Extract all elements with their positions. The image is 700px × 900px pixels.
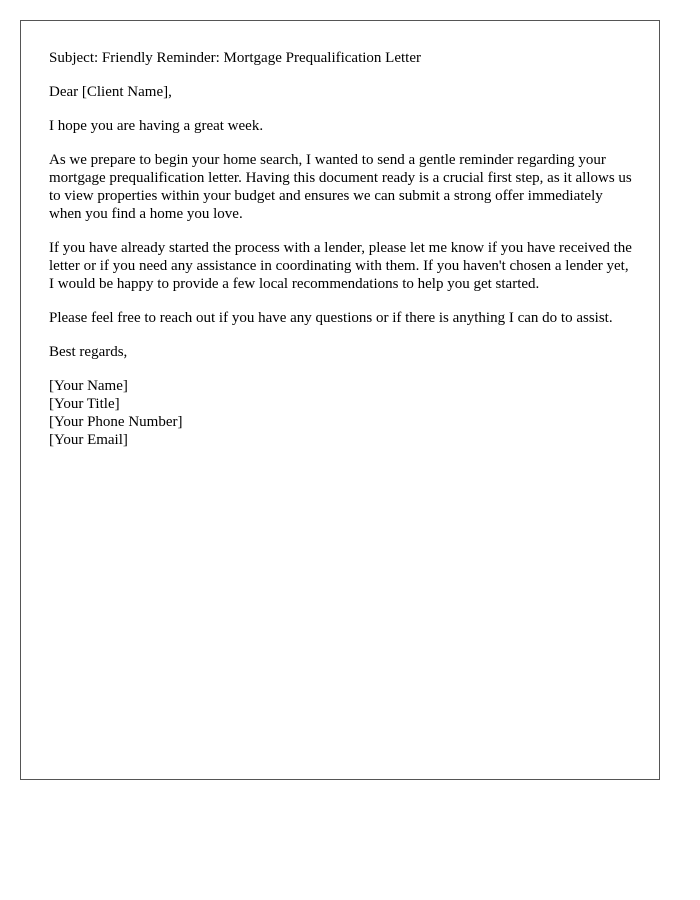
- letter-subject: Subject: Friendly Reminder: Mortgage Prequalification Letter: [49, 50, 421, 66]
- letter-signature-block: [49, 377, 635, 449]
- letter-paragraph-assist: Please feel free to reach out if you have any questions or if there is anything I can do to assist.: [49, 310, 613, 326]
- letter-paragraph-reminder: As we prepare to begin your home search, I wanted to send a gentle reminder regarding your mortgage prequalification letter. Having this document ready is a crucial first step, as it allows us to view properties within your budget and ensures we can submit a strong offer immediately when you find a home you love.: [49, 152, 632, 222]
- signature-name: [Your Name]: [49, 378, 128, 394]
- letter-paragraph-lender: If you have already started the process with a lender, please let me know if you have received the letter or if you need any assistance in coordinating with them. If you haven't chosen a lender yet, I would be happy to provide a few local recommendations to help you get started.: [49, 240, 632, 292]
- letter-paragraph-greeting: I hope you are having a great week.: [49, 118, 264, 134]
- signature-phone: [Your Phone Number]: [49, 414, 183, 430]
- signature-email: [Your Email]: [49, 432, 128, 448]
- letter-document: [20, 20, 660, 780]
- signature-title: [Your Title]: [49, 396, 120, 412]
- letter-closing: Best regards,: [49, 344, 128, 360]
- letter-salutation: Dear [Client Name],: [49, 84, 172, 100]
